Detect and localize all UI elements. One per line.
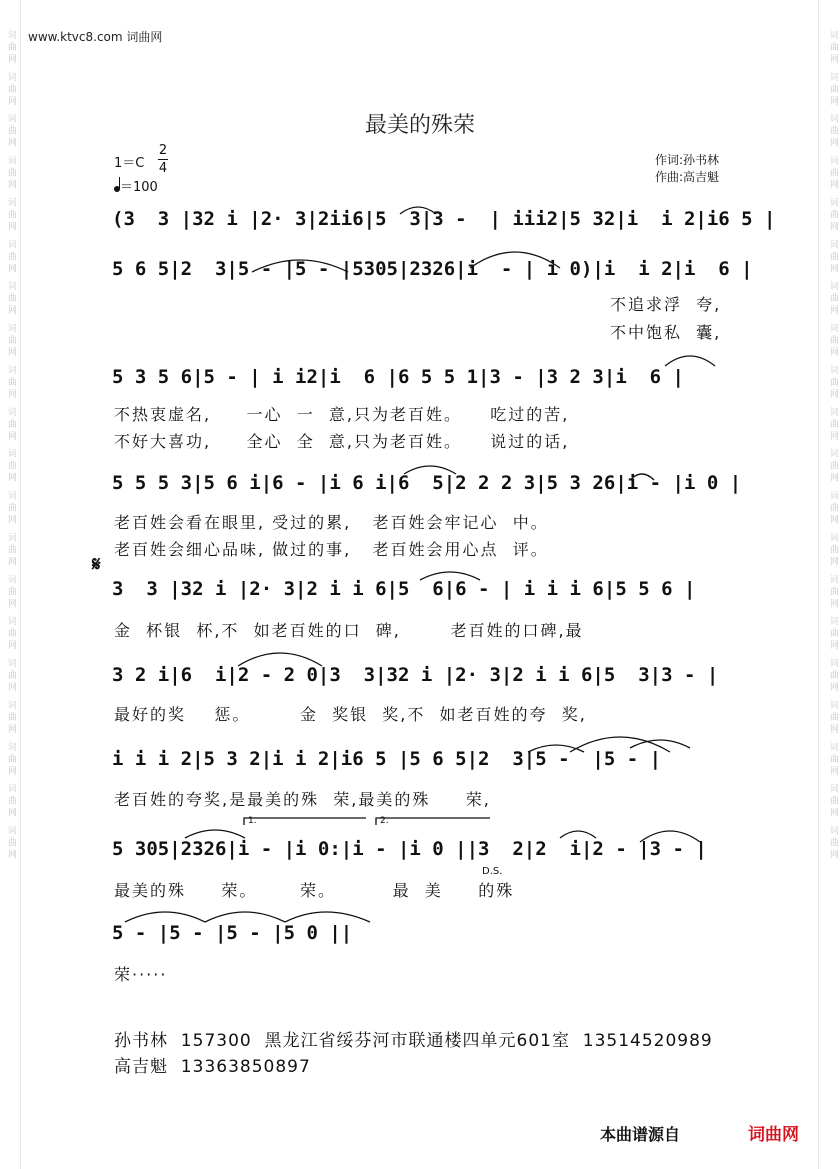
music-line-2 (112, 250, 752, 290)
site-logo[interactable]: 词曲网 (748, 1125, 799, 1145)
watermark-text: 词曲网 (6, 448, 16, 485)
watermark-text: 词曲网 (6, 365, 16, 401)
composer: 作曲:高吉魁 (655, 170, 720, 184)
lyric-line-3a: 老百姓会看在眼里, 受过的累, 老百姓会牢记心 中。 (114, 513, 549, 532)
watermark-text: 词曲网 (828, 783, 838, 820)
segno-icon: 𝄋 (92, 552, 101, 576)
credits (655, 152, 719, 186)
watermark-text: 词曲网 (828, 323, 838, 360)
music-line-7 (112, 740, 752, 780)
watermark-text: 词曲网 (828, 532, 838, 569)
watermark-text: 词曲网 (6, 658, 16, 695)
volta-2: 2. (380, 816, 389, 826)
lyric-line-2a: 不热衷虚名, 一心 一 意,只为老百姓。 吃过的苦, (114, 405, 570, 424)
watermark-text: 词曲网 (6, 700, 16, 736)
key-signature: 1＝C (114, 156, 145, 171)
watermark-text: 词曲网 (828, 155, 838, 192)
quarter-note-icon (114, 186, 120, 192)
watermark-text: 词曲网 (828, 71, 838, 108)
lyric-line-7: 最美的殊 荣。 荣。 最 美 的殊 (114, 881, 515, 900)
music-line-8 (112, 830, 752, 870)
watermark-text: 词曲网 (6, 239, 16, 276)
watermark-text: 词曲网 (828, 239, 838, 276)
music-line-9 (112, 914, 752, 954)
source-label: 本曲谱源自 (600, 1125, 681, 1144)
watermark-text: 词曲网 (828, 281, 838, 318)
lyric-line-3b: 老百姓会细心品味, 做过的事, 老百姓会用心点 评。 (114, 540, 549, 559)
watermark-text: 词曲网 (828, 406, 838, 443)
lyric-line-8: 荣····· (114, 965, 168, 984)
watermark-text: 词曲网 (828, 574, 838, 611)
volta-bracket (376, 818, 490, 825)
right-watermark (824, 30, 838, 1150)
contact-line-2: 高吉魁 13363850897 (114, 1057, 311, 1077)
volta-bracket (244, 818, 366, 825)
lyric-line-4: 金 杯银 杯,不 如老百姓的口 碑, 老百姓的口碑,最 (114, 621, 584, 640)
volta-1: 1. (248, 816, 257, 826)
left-border (20, 0, 21, 1169)
watermark-text: 词曲网 (828, 741, 838, 778)
lyric-verse1-intro: 不追求浮 夸, (610, 295, 722, 314)
watermark-text: 词曲网 (828, 113, 838, 150)
time-sig-divider (158, 159, 168, 160)
notation-text: 5 305|2326|i - |i 0:|i - |i 0 ||3 2|2 i|2 - |3 - | (112, 838, 707, 860)
watermark-text: 词曲网 (6, 113, 16, 150)
watermark-text: 词曲网 (6, 155, 16, 192)
site-url[interactable]: www.ktvc8.com 词曲网 (28, 30, 163, 44)
right-border (818, 0, 819, 1169)
notation-text: 5 - |5 - |5 - |5 0 || (112, 922, 353, 944)
lyric-line-5: 最好的奖 惩。 金 奖银 奖,不 如老百姓的夸 奖, (114, 705, 587, 724)
left-watermark (2, 30, 16, 1150)
watermark-text: 词曲网 (828, 616, 838, 653)
notation-text: 5 6 5|2 3|5 - |5 - |5305|2326|i - | i 0)|i i 2|i 6 | (112, 258, 753, 280)
watermark-text: 词曲网 (6, 616, 16, 653)
watermark-text: 词曲网 (828, 365, 838, 401)
watermark-text: 词曲网 (6, 197, 16, 234)
music-line-6 (112, 656, 752, 696)
song-title: 最美的殊荣 (364, 113, 475, 138)
watermark-text: 词曲网 (6, 71, 16, 108)
watermark-text: 词曲网 (828, 448, 838, 485)
lyric-line-2b: 不好大喜功, 全心 全 意,只为老百姓。 说过的话, (114, 432, 570, 451)
watermark-text: 词曲网 (6, 406, 16, 443)
notation-text: 3 3 |32 i |2· 3|2 i i 6|5 6|6 - | i i i 6|5 5 6 | (112, 578, 696, 600)
notation-text: 5 3 5 6|5 - | i i2|i 6 |6 5 5 1|3 - |3 2 3|i 6 | (112, 366, 684, 388)
notation-text: 3 2 i|6 i|2 - 2 0|3 3|32 i |2· 3|2 i i 6|5 3|3 - | (112, 664, 719, 686)
time-signature (158, 143, 168, 176)
watermark-text: 词曲网 (6, 532, 16, 569)
notation-text: i i i 2|5 3 2|i i 2|i6 5 |5 6 5|2 3|5 - |5 - | (112, 748, 662, 770)
lyric-line-6: 老百姓的夸奖,是最美的殊 荣,最美的殊 荣, (114, 790, 491, 809)
music-line-3 (112, 358, 752, 398)
notation-text: 5 5 5 3|5 6 i|6 - |i 6 i|6 5|2 2 2 3|5 3 26|i - |i 0 | (112, 472, 742, 494)
watermark-text: 词曲网 (6, 281, 16, 318)
watermark-text: 词曲网 (6, 30, 16, 66)
watermark-text: 词曲网 (828, 825, 838, 862)
music-line-4 (112, 464, 752, 504)
watermark-text: 词曲网 (828, 490, 838, 527)
watermark-text: 词曲网 (6, 490, 16, 527)
notation-text: (3 3 |32 i |2· 3|2ii6|5 3|3 - | iii2|5 32|i i 2|i6 5 | (112, 208, 776, 230)
watermark-text: 词曲网 (6, 825, 16, 862)
tempo-value: ＝100 (120, 180, 158, 195)
lyricist: 作词:孙书林 (655, 153, 720, 167)
time-sig-bottom: 4 (158, 161, 168, 176)
watermark-text: 词曲网 (6, 574, 16, 611)
dal-segno: D.S. (482, 866, 503, 877)
watermark-text: 词曲网 (828, 658, 838, 695)
watermark-text: 词曲网 (6, 783, 16, 820)
time-sig-top: 2 (158, 143, 168, 158)
watermark-text: 词曲网 (828, 700, 838, 736)
watermark-text: 词曲网 (6, 741, 16, 778)
tempo-marking (114, 176, 158, 195)
music-line-1 (112, 200, 776, 240)
music-line-5 (112, 570, 752, 610)
watermark-text: 词曲网 (828, 197, 838, 234)
watermark-text: 词曲网 (828, 30, 838, 66)
lyric-verse2-intro: 不中饱私 囊, (610, 323, 722, 342)
contact-line-1: 孙书林 157300 黑龙江省绥芬河市联通楼四单元601室 13514520989 (114, 1031, 713, 1051)
watermark-text: 词曲网 (6, 323, 16, 360)
